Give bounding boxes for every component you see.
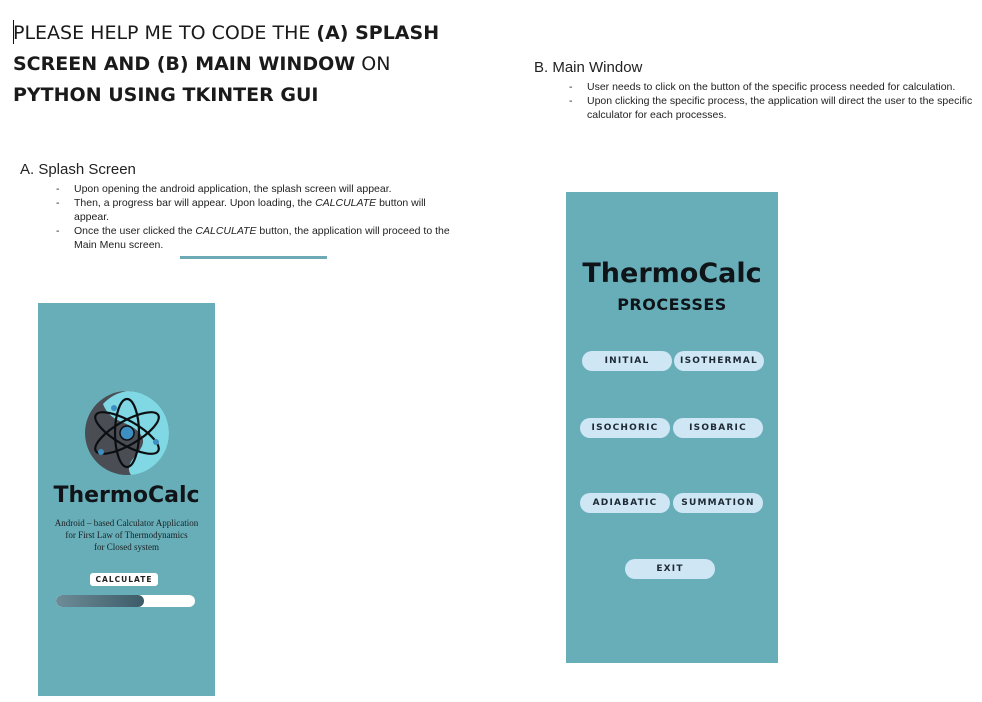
- exit-button[interactable]: EXIT: [625, 559, 715, 579]
- splash-subtitle-line-3: for Closed system: [94, 542, 159, 552]
- section-a-bullet-3-pre: Once the user clicked the: [74, 225, 196, 237]
- progress-bar: [56, 595, 195, 607]
- splash-subtitle: [38, 517, 215, 553]
- isobaric-button[interactable]: ISOBARIC: [673, 418, 763, 438]
- section-a-bullet-3-post: button, the application will proceed to the Main Menu screen.: [74, 225, 450, 251]
- splash-screen-mockup: [38, 303, 215, 696]
- request-text-1: PLEASE HELP ME TO CODE THE: [13, 22, 317, 44]
- section-b-bullet-2-text: Upon clicking the specific process, the application will direct the user to the specific calculator for each processes.: [587, 95, 973, 121]
- section-b-title: B. Main Window: [534, 59, 643, 76]
- section-b-bullets: [569, 80, 979, 122]
- request-text-2: ON: [355, 53, 391, 75]
- request-bold-2: PYTHON USING TKINTER GUI: [13, 84, 319, 106]
- decorative-underline: [180, 256, 327, 259]
- isothermal-button[interactable]: ISOTHERMAL: [674, 351, 764, 371]
- splash-subtitle-line-1: Android – based Calculator Application: [54, 518, 199, 528]
- section-b-bullet-1-text: User needs to click on the button of the specific process needed for calculation.: [587, 81, 956, 93]
- main-app-name: ThermoCalc: [582, 258, 762, 289]
- section-b-bullet-1: [569, 80, 979, 94]
- section-a-title: A. Splash Screen: [20, 161, 136, 178]
- request-heading: [13, 18, 483, 111]
- progress-bar-fill: [56, 595, 144, 607]
- initial-button[interactable]: INITIAL: [582, 351, 672, 371]
- section-a-bullet-2-em: CALCULATE: [315, 197, 377, 209]
- atom-icon: [81, 390, 173, 476]
- section-a-bullet-3-em: CALCULATE: [195, 225, 257, 237]
- request-bold-1: (A) SPLASH SCREEN AND (B) MAIN WINDOW: [13, 22, 440, 75]
- isochoric-button[interactable]: ISOCHORIC: [580, 418, 670, 438]
- section-b-bullet-2: [569, 94, 979, 122]
- splash-subtitle-line-2: for First Law of Thermodynamics: [65, 530, 188, 540]
- section-a-bullet-2: [56, 196, 456, 224]
- calculate-button[interactable]: CALCULATE: [90, 573, 158, 586]
- section-a-bullet-2-pre: Then, a progress bar will appear. Upon loading, the: [74, 197, 316, 209]
- splash-app-name: ThermoCalc: [53, 483, 200, 508]
- adiabatic-button[interactable]: ADIABATIC: [580, 493, 670, 513]
- summation-button[interactable]: SUMMATION: [673, 493, 763, 513]
- main-window-mockup: [566, 192, 778, 663]
- main-subtitle: PROCESSES: [617, 295, 727, 314]
- section-a-bullets: [56, 182, 456, 252]
- section-a-bullet-3: [56, 224, 456, 252]
- section-a-bullet-1-text: Upon opening the android application, the splash screen will appear.: [74, 183, 392, 195]
- section-a-bullet-2-post: button will appear.: [74, 197, 426, 223]
- section-a-bullet-1: [56, 182, 456, 196]
